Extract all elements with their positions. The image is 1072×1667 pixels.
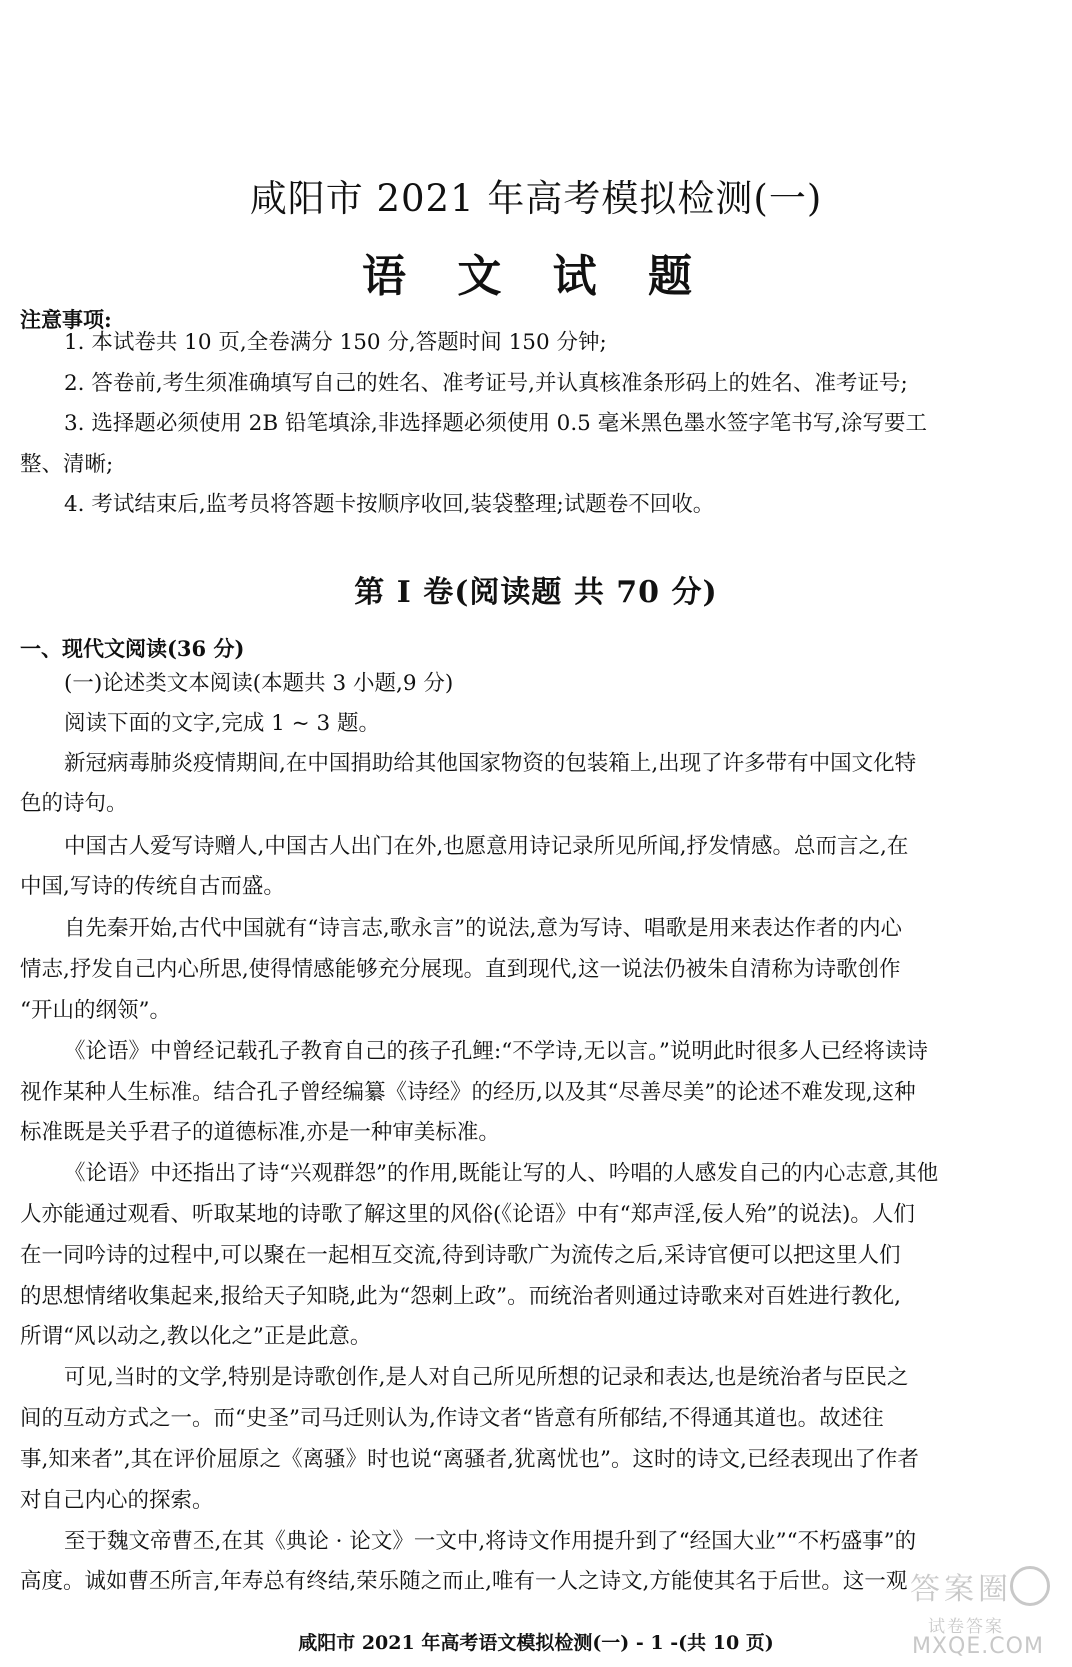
body-line: 色的诗句。 <box>20 791 128 816</box>
body-line: 至于魏文帝曹丕,在其《典论 · 论文》一文中,将诗文作用提升到了“经国大业”“不朽盛事”的 <box>64 1529 917 1554</box>
watermark-logo-text: 答案圈 <box>910 1572 1012 1607</box>
body-line: 视作某种人生标准。结合孔子曾经编纂《诗经》的经历,以及其“尽善尽美”的论述不难发现,这种 <box>20 1080 916 1105</box>
body-line: 高度。诚如曹丕所言,年寿总有终结,荣乐随之而止,唯有一人之诗文,方能使其名于后世。这一观 <box>20 1569 908 1594</box>
body-line: 自先秦开始,古代中国就有“诗言志,歌永言”的说法,意为写诗、唱歌是用来表达作者的内心 <box>64 916 902 941</box>
body-line: 对自己内心的探索。 <box>20 1488 214 1513</box>
body-line: 可见,当时的文学,特别是诗歌创作,是人对自己所见所想的记录和表达,也是统治者与臣民之 <box>64 1365 909 1390</box>
notice-line: 整、清晰; <box>20 452 114 477</box>
body-line: 新冠病毒肺炎疫情期间,在中国捐助给其他国家物资的包装箱上,出现了许多带有中国文化特 <box>64 751 917 776</box>
watermark-subtext: 试卷答案 <box>928 1617 1004 1637</box>
body-line: 所谓“风以动之,教以化之”正是此意。 <box>20 1324 372 1349</box>
notice-line: 1. 本试卷共 10 页,全卷满分 150 分,答题时间 150 分钟; <box>64 330 607 355</box>
notice-line: 3. 选择题必须使用 2B 铅笔填涂,非选择题必须使用 0.5 毫米黑色墨水签字笔书写,涂写要工 <box>64 411 928 436</box>
page-footer: 咸阳市 2021 年高考语文模拟检测(一) - 1 -(共 10 页) <box>298 1632 774 1654</box>
body-line: 标准既是关乎君子的道德标准,亦是一种审美标准。 <box>20 1120 500 1145</box>
body-line: 情志,抒发自己内心所思,使得情感能够充分展现。直到现代,这一说法仍被朱自清称为诗歌创作 <box>20 957 901 982</box>
notice-line: 2. 答卷前,考生须准确填写自己的姓名、准考证号,并认真核准条形码上的姓名、准考证号; <box>64 371 908 396</box>
body-line: 中国古人爱写诗赠人,中国古人出门在外,也愿意用诗记录所见所闻,抒发情感。总而言之,在 <box>64 834 909 859</box>
subject-title: 语 文 试 题 <box>362 251 710 302</box>
body-line: 中国,写诗的传统自古而盛。 <box>20 874 285 899</box>
body-line: 《论语》中曾经记载孔子教育自己的孩子孔鲤:“不学诗,无以言。”说明此时很多人已经将读诗 <box>64 1039 928 1064</box>
body-line: 事,知来者”,其在评价屈原之《离骚》时也说“离骚者,犹离忧也”。这时的诗文,已经表现出了作者 <box>20 1447 919 1472</box>
body-line: 《论语》中还指出了诗“兴观群怨”的作用,既能让写的人、吟唱的人感发自己的内心志意,其他 <box>64 1161 939 1186</box>
watermark-logo <box>898 1560 1058 1660</box>
notice-line: 4. 考试结束后,监考员将答题卡按顺序收回,装袋整理;试题卷不回收。 <box>64 492 715 517</box>
section-heading: 一、现代文阅读(36 分) <box>20 636 245 661</box>
body-line: 在一同吟诗的过程中,可以聚在一起相互交流,待到诗歌广为流传之后,采诗官便可以把这里人们 <box>20 1243 901 1268</box>
body-line: 人亦能通过观看、听取某地的诗歌了解这里的风俗(《论语》中有“郑声淫,佞人殆”的说法)。人们 <box>20 1202 915 1227</box>
body-line: 的思想情绪收集起来,报给天子知晓,此为“怨刺上政”。而统治者则通过诗歌来对百姓进行教化, <box>20 1284 901 1309</box>
reading-instruction: 阅读下面的文字,完成 1 ~ 3 题。 <box>64 711 381 736</box>
watermark-circle-icon <box>1010 1566 1050 1606</box>
watermark-url: MXQE.COM <box>912 1634 1044 1659</box>
body-line: “开山的纲领”。 <box>20 998 171 1023</box>
notice-heading: 注意事项: <box>20 307 112 332</box>
part-title: 第 I 卷(阅读题 共 70 分) <box>354 575 718 610</box>
body-line: 间的互动方式之一。而“史圣”司马迁则认为,作诗文者“皆意有所郁结,不得通其道也。故述往 <box>20 1406 884 1431</box>
subsection-heading: (一)论述类文本阅读(本题共 3 小题,9 分) <box>64 671 454 696</box>
exam-title: 咸阳市 2021 年高考模拟检测(一) <box>249 177 823 220</box>
